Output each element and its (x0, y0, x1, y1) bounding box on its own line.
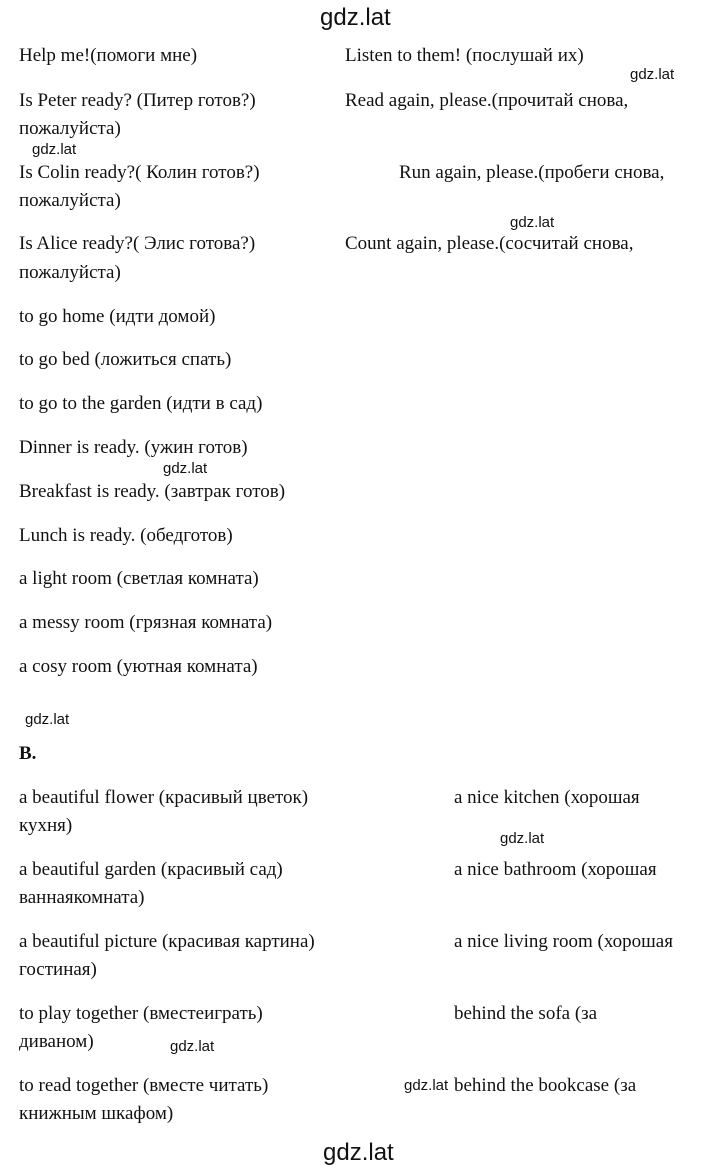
phrase-item: to go bed (ложиться спать) (19, 349, 232, 370)
phrase-right: Run again, please.(пробеги снова, (399, 162, 665, 183)
phrase-item: a cosy room (уютная комната) (19, 656, 258, 677)
phrase-item: Dinner is ready. (ужин готов) (19, 437, 248, 458)
phrase-left: to read together (вместе читать) (19, 1075, 269, 1096)
watermark-bottom: gdz.lat (323, 1139, 394, 1166)
phrase-item: Lunch is ready. (обедготов) (19, 525, 233, 546)
phrase-left: a beautiful garden (красивый сад) (19, 859, 283, 880)
phrase-right: Listen to them! (послушай их) (345, 45, 584, 66)
phrase-item: a light room (светлая комната) (19, 568, 259, 589)
watermark: gdz.lat (163, 460, 208, 477)
section-heading: B. (19, 743, 37, 764)
phrase-continuation: пожалуйста) (19, 190, 121, 211)
phrase-right: Read again, please.(прочитай снова, (345, 90, 629, 111)
watermark: gdz.lat (170, 1038, 215, 1055)
phrase-continuation: ваннаякомната) (19, 887, 145, 908)
phrase-left: a beautiful flower (красивый цветок) (19, 787, 309, 808)
phrase-right: a nice kitchen (хорошая (454, 787, 640, 808)
watermark: gdz.lat (500, 830, 545, 847)
phrase-left: Is Colin ready?( Колин готов?) (19, 162, 260, 183)
phrase-item: to go home (идти домой) (19, 306, 216, 327)
phrase-item: Breakfast is ready. (завтрак готов) (19, 481, 286, 502)
phrase-right: Count again, please.(сосчитай снова, (345, 233, 634, 254)
phrase-left: Is Alice ready?( Элис готова?) (19, 233, 256, 254)
phrase-left: Help me!(помоги мне) (19, 45, 198, 66)
phrase-right: a nice bathroom (хорошая (454, 859, 657, 880)
watermark: gdz.lat (510, 214, 555, 231)
phrase-left: to play together (вместеиграть) (19, 1003, 263, 1024)
phrase-right: behind the bookcase (за (454, 1075, 637, 1096)
phrase-continuation: кухня) (19, 815, 73, 836)
watermark: gdz.lat (32, 141, 77, 158)
watermark: gdz.lat (404, 1077, 449, 1094)
phrase-left: a beautiful picture (красивая картина) (19, 931, 315, 952)
phrase-continuation: диваном) (19, 1031, 94, 1052)
phrase-right: behind the sofa (за (454, 1003, 598, 1024)
phrase-continuation: книжным шкафом) (19, 1103, 174, 1124)
watermark-top: gdz.lat (320, 4, 391, 31)
phrase-continuation: пожалуйста) (19, 262, 121, 283)
watermark: gdz.lat (25, 711, 70, 728)
phrase-left: Is Peter ready? (Питер готов?) (19, 90, 256, 111)
phrase-right: a nice living room (хорошая (454, 931, 673, 952)
watermark: gdz.lat (630, 66, 675, 83)
phrase-continuation: пожалуйста) (19, 118, 121, 139)
phrase-item: to go to the garden (идти в сад) (19, 393, 263, 414)
phrase-continuation: гостиная) (19, 959, 97, 980)
phrase-item: a messy room (грязная комната) (19, 612, 273, 633)
